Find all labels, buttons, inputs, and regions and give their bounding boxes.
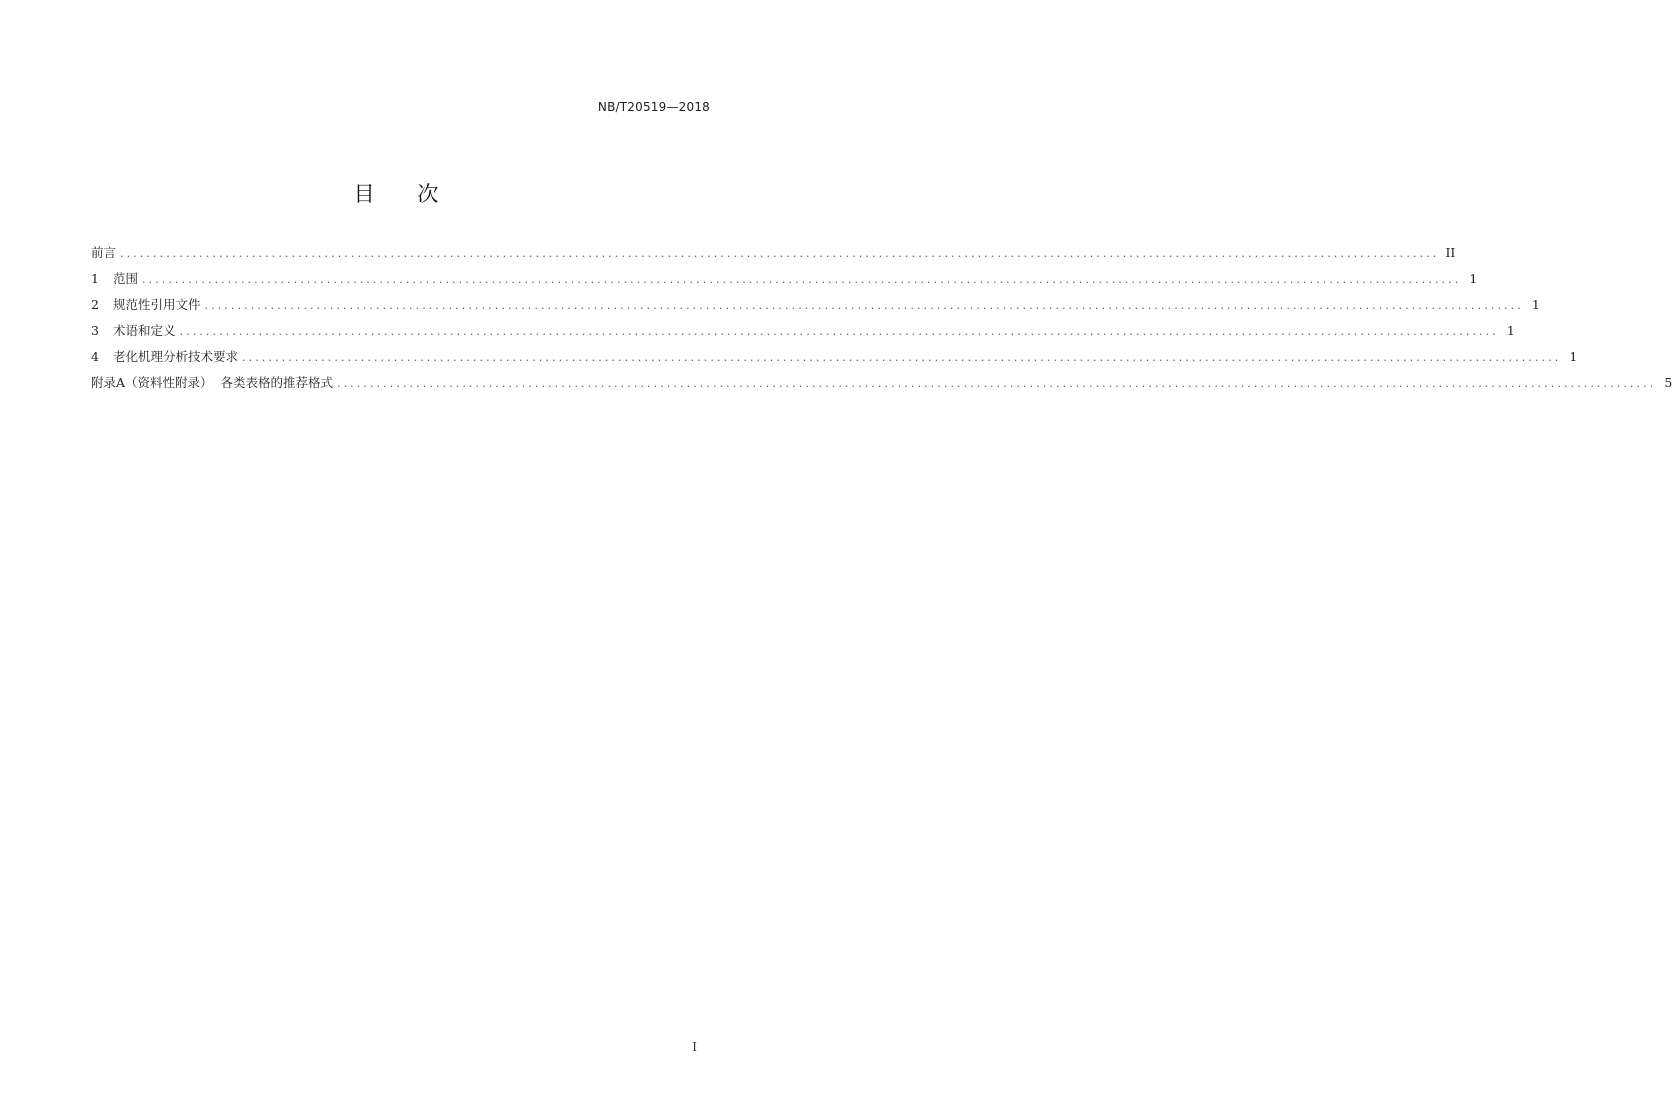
toc-entry-text: 范围: [113, 271, 139, 286]
toc-entry-label: [91, 240, 116, 266]
toc-entry-label: [91, 370, 333, 396]
toc-entry-text: 附录A（资料性附录） 各类表格的推荐格式: [91, 375, 333, 390]
toc-dot-leader: ........................................................................................................................................................................................................: [204, 299, 1524, 312]
toc-entry-text: 前言: [91, 245, 117, 260]
toc-entry-scope[interactable]: [91, 266, 1478, 292]
toc-entry-page: II: [1445, 245, 1456, 260]
document-code: NB/T20519—2018: [597, 100, 710, 114]
page-number: I: [692, 1040, 697, 1054]
toc-entry-page: 1: [1569, 349, 1578, 364]
toc-entry-page: 1: [1506, 323, 1515, 338]
page-title: 目 次: [353, 182, 457, 206]
toc-entry-number: 4: [91, 349, 99, 364]
toc-entry-page: 5: [1664, 375, 1672, 390]
toc-entry-appendix-a[interactable]: [91, 370, 1672, 396]
toc-entry-number: 3: [91, 323, 99, 338]
toc-entry-label: [91, 344, 238, 370]
toc-dot-leader: ........................................................................................................................................................................................................: [120, 247, 1440, 260]
toc-entry-foreword[interactable]: [91, 240, 1456, 266]
toc-entry-page: 1: [1531, 297, 1540, 312]
toc-entry-number: 2: [91, 297, 99, 312]
toc-entry-label: [91, 266, 138, 292]
toc-entry-aging-mechanism[interactable]: [91, 344, 1578, 370]
toc-entry-text: 术语和定义: [113, 323, 176, 338]
table-of-contents: [91, 240, 1672, 396]
toc-entry-number: 1: [91, 271, 99, 286]
toc-entry-label: [91, 318, 176, 344]
toc-entry-text: 老化机理分析技术要求: [113, 349, 239, 364]
toc-dot-leader: ........................................................................................................................................................................................................: [142, 273, 1462, 286]
toc-dot-leader: ........................................................................................................................................................................................................: [242, 351, 1562, 364]
toc-dot-leader: ........................................................................................................................................................................................................: [336, 377, 1657, 390]
toc-entry-terms-definitions[interactable]: [91, 318, 1515, 344]
toc-entry-normative-references[interactable]: [91, 292, 1540, 318]
toc-dot-leader: ........................................................................................................................................................................................................: [179, 325, 1499, 338]
toc-entry-label: [91, 292, 201, 318]
toc-entry-page: 1: [1469, 271, 1478, 286]
toc-entry-text: 规范性引用文件: [113, 297, 201, 312]
